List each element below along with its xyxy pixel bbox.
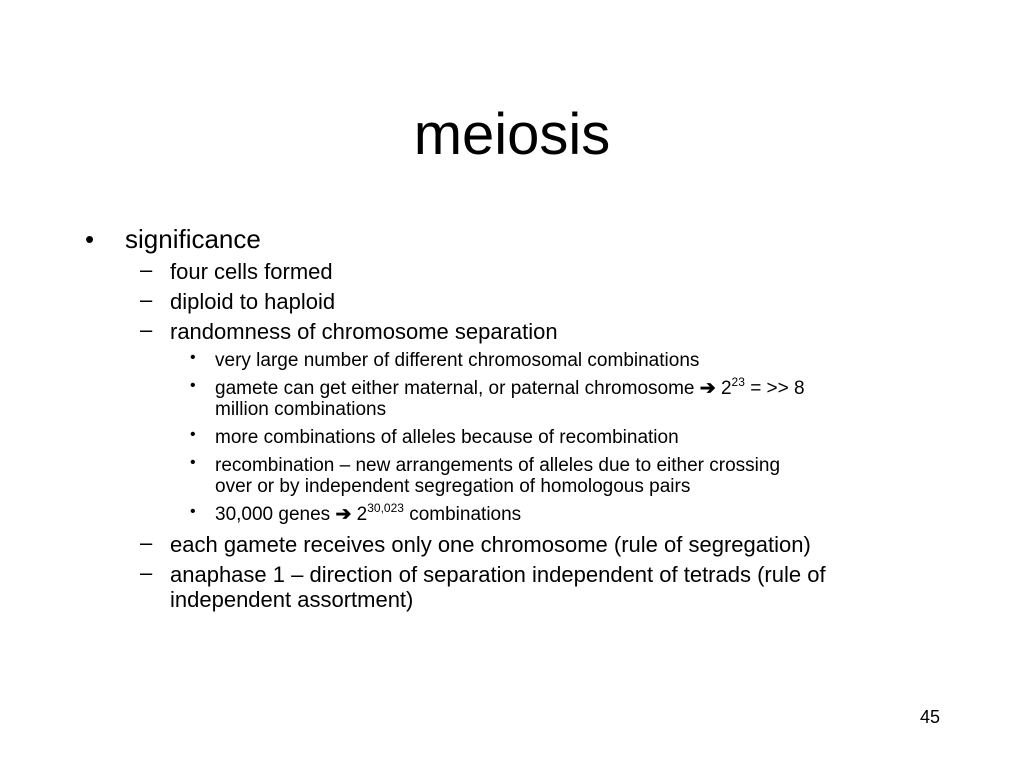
- sub-bullet-text: each gamete receives only one chromosome (rule of segregation): [170, 532, 811, 557]
- bullet-marker: •: [190, 454, 196, 471]
- sub-bullet-text: four cells formed: [170, 259, 333, 284]
- sub-bullet-text: diploid to haploid: [170, 289, 336, 314]
- text-segment: combinations: [409, 504, 522, 525]
- bullet-marker: •: [190, 349, 196, 366]
- bullet-marker: •: [190, 503, 196, 520]
- power-base: 2: [356, 504, 368, 525]
- sub-bullet-text: randomness of chromosome separation: [170, 319, 558, 344]
- text-segment: anaphase 1 – direction of separation independent of tetrads (rule of: [170, 562, 826, 587]
- sub-sub-bullet-text: more combinations of alleles because of recombination: [215, 427, 679, 448]
- dash-marker: –: [140, 560, 153, 585]
- sub-sub-bullet-text: [215, 374, 955, 420]
- text-segment: over or by independent segregation of homologous pairs: [215, 476, 691, 497]
- bullet-text: significance: [125, 224, 261, 254]
- text-segment: gamete can get either maternal, or paternal chromosome: [215, 378, 695, 399]
- dash-marker: –: [140, 257, 153, 282]
- dash-marker: –: [140, 287, 153, 312]
- sub-sub-bullet-text: [215, 500, 955, 525]
- sub-bullet-text: [170, 562, 950, 612]
- text-segment: million combinations: [215, 399, 387, 420]
- text-segment: recombination – new arrangements of alleles due to either crossing: [215, 455, 781, 476]
- dash-marker: –: [140, 530, 153, 555]
- bullet-marker: •: [85, 224, 95, 254]
- bullet-marker: •: [190, 426, 196, 443]
- text-segment: = >> 8: [750, 378, 805, 399]
- text-segment: independent assortment): [170, 587, 414, 612]
- slide-title: meiosis: [413, 102, 611, 167]
- power-exponent: 23: [731, 374, 745, 389]
- sub-sub-bullet-text: [215, 455, 955, 497]
- bullet-marker: •: [190, 377, 196, 394]
- power-exponent: 30,023: [367, 500, 404, 515]
- power-base: 2: [720, 378, 732, 399]
- sub-sub-bullet-text: very large number of different chromosomal combinations: [215, 350, 700, 371]
- dash-marker: –: [140, 317, 153, 342]
- text-segment: 30,000 genes: [215, 504, 331, 525]
- right-arrow-icon: ➔: [699, 378, 716, 399]
- right-arrow-icon: ➔: [335, 504, 352, 525]
- page-number: 45: [919, 707, 940, 727]
